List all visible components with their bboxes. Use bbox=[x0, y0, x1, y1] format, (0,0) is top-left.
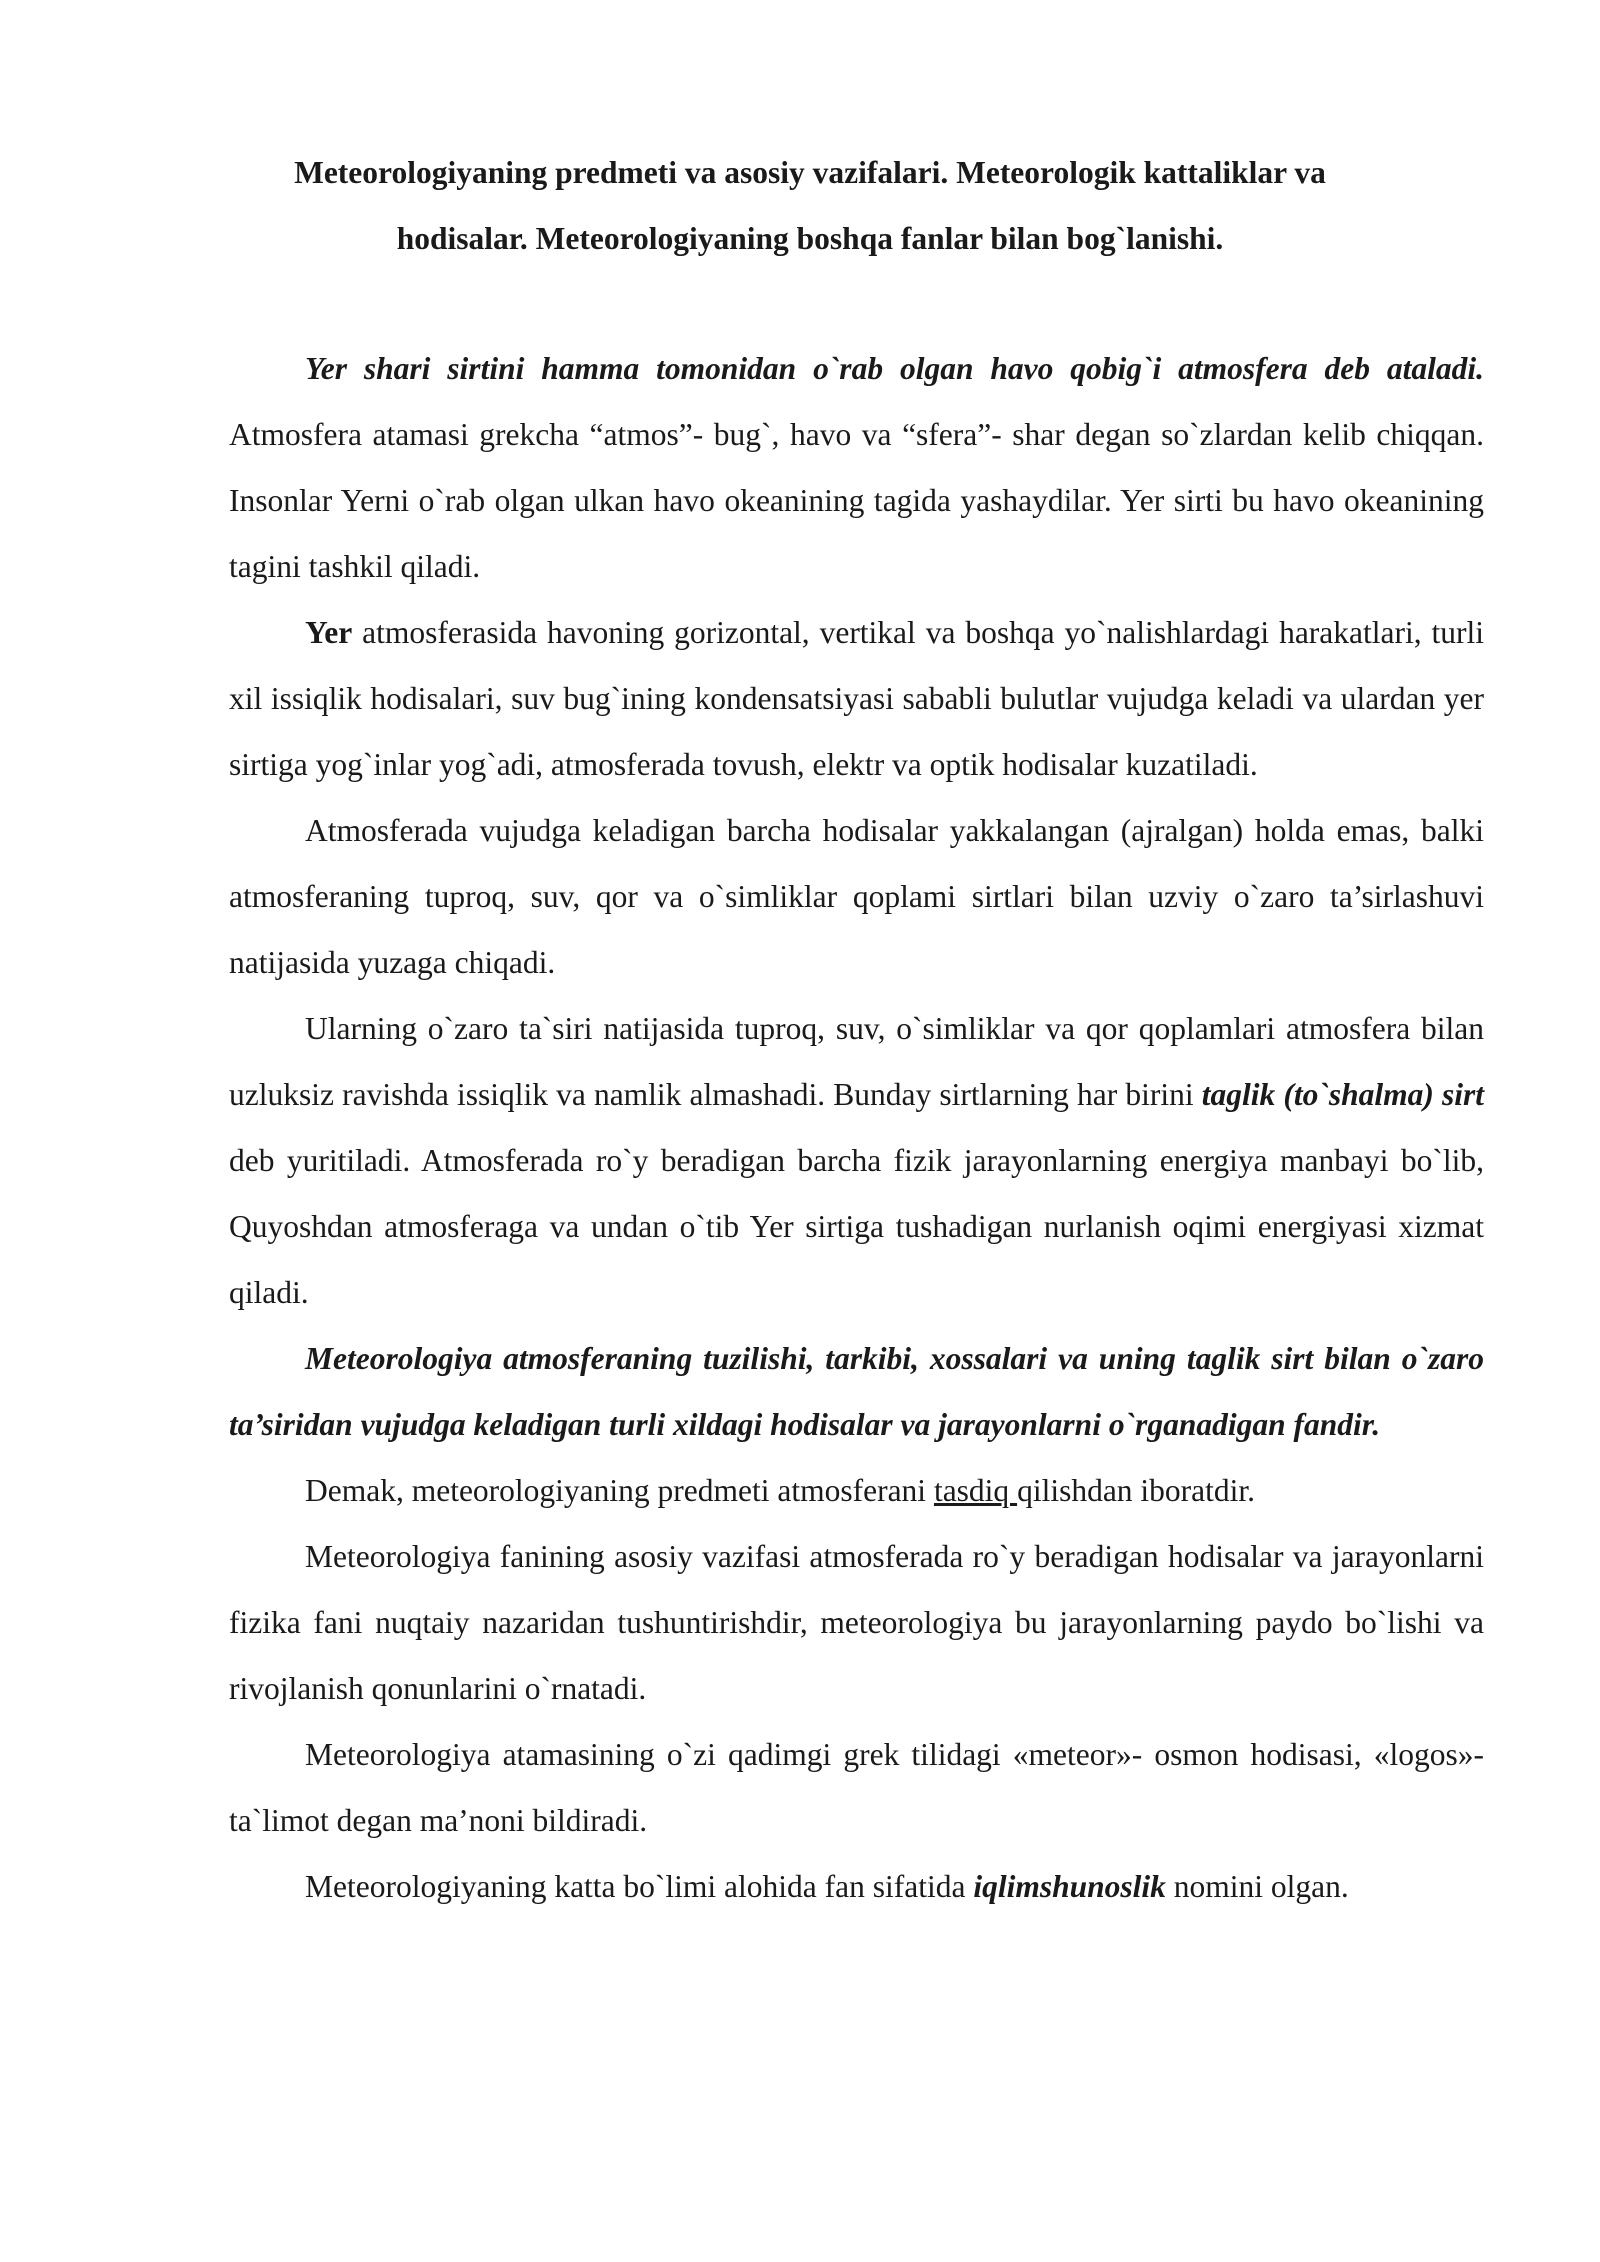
definition-atmosphere: Yer shari sirtini hamma tomonidan o`rab olgan havo qobig`i atmosfera deb ataladi. bbox=[305, 351, 1484, 386]
underlined-word: tasdiq bbox=[933, 1473, 1018, 1508]
paragraph-text: atmosferasida havoning gorizontal, vertikal va boshqa yo`nalishlardagi harakatlari, turli xil issiqlik hodisalari, suv bug`ining kondensatsiyasi sababli bulutlar vujudga keladi va ulardan yer sirtiga yog`inlar yog`adi, atmosferada tovush, elektr va optik hodisalar kuzatiladi. bbox=[229, 615, 1484, 782]
definition-meteorology: Meteorologiya atmosferaning tuzilishi, tarkibi, xossalari va uning taglik sirt bilan o`zaro ta’siridan vujudga keladigan turli xildagi hodisalar va jarayonlarni o`rganadigan fandir. bbox=[229, 1341, 1484, 1442]
page-title: Meteorologiyaning predmeti va asosiy vazifalari. Meteorologik kattaliklar va hodisalar. Meteorologiyaning boshqa fanlar bilan bog`lanishi. bbox=[294, 155, 1326, 256]
paragraph-text: nomini olgan. bbox=[1165, 1869, 1349, 1904]
paragraph-text: Meteorologiyaning katta bo`limi alohida fan sifatida bbox=[305, 1869, 974, 1904]
paragraph-underlying-surface bbox=[229, 996, 1484, 1326]
term-underlying-surface: taglik (to`shalma) sirt bbox=[1201, 1077, 1484, 1112]
paragraph-atmospheric-phenomena bbox=[229, 600, 1484, 798]
paragraph-atmosphere-definition bbox=[229, 336, 1484, 600]
paragraph-main-task: Meteorologiya fanining asosiy vazifasi atmosferada ro`y beradigan hodisalar va jarayonlarni fizika fani nuqtaiy nazaridan tushuntirishdir, meteorologiya bu jarayonlarning paydo bo`lishi va rivojlanish qonunlarini o`rnatadi. bbox=[229, 1539, 1484, 1706]
paragraph-subject bbox=[229, 1458, 1484, 1524]
paragraph-text: Atmosfera atamasi grekcha “atmos”- bug`, havo va “sfera”- shar degan so`zlardan kelib chiqqan. Insonlar Yerni o`rab olgan ulkan havo okeanining tagida yashaydilar. Yer sirti bu havo okeanining tagini tashkil qiladi. bbox=[229, 417, 1484, 584]
paragraph-climatology bbox=[229, 1854, 1484, 1920]
lead-word: Yer bbox=[305, 615, 353, 650]
paragraph-text: Demak, meteorologiyaning predmeti atmosferani bbox=[305, 1473, 934, 1508]
document-body bbox=[229, 336, 1484, 1920]
paragraph-interaction: Atmosferada vujudga keladigan barcha hodisalar yakkalangan (ajralgan) holda emas, balki atmosferaning tuproq, suv, qor va o`simliklar qoplami sirtlari bilan uzviy o`zaro ta’sirlashuvi natijasida yuzaga chiqadi. bbox=[229, 813, 1484, 980]
paragraph-text: Ularning o`zaro ta`siri natijasida tuproq, suv, o`simliklar va qor qoplamlari atmosfera bilan uzluksiz ravishda issiqlik va namlik almashadi. Bunday sirtlarning har birini bbox=[229, 1011, 1484, 1112]
paragraph-text: qilishdan iboratdir. bbox=[1017, 1473, 1256, 1508]
term-climatology: iqlimshunoslik bbox=[973, 1869, 1166, 1904]
paragraph-text: deb yuritiladi. Atmosferada ro`y beradigan barcha fizik jarayonlarning energiya manbayi bo`lib, Quyoshdan atmosferaga va undan o`tib Yer sirtiga tushadigan nurlanish oqimi energiyasi xizmat qiladi. bbox=[229, 1143, 1484, 1310]
paragraph-etymology: Meteorologiya atamasining o`zi qadimgi grek tilidagi «meteor»- osmon hodisasi, «logos»-ta`limot degan ma’noni bildiradi. bbox=[229, 1737, 1484, 1838]
